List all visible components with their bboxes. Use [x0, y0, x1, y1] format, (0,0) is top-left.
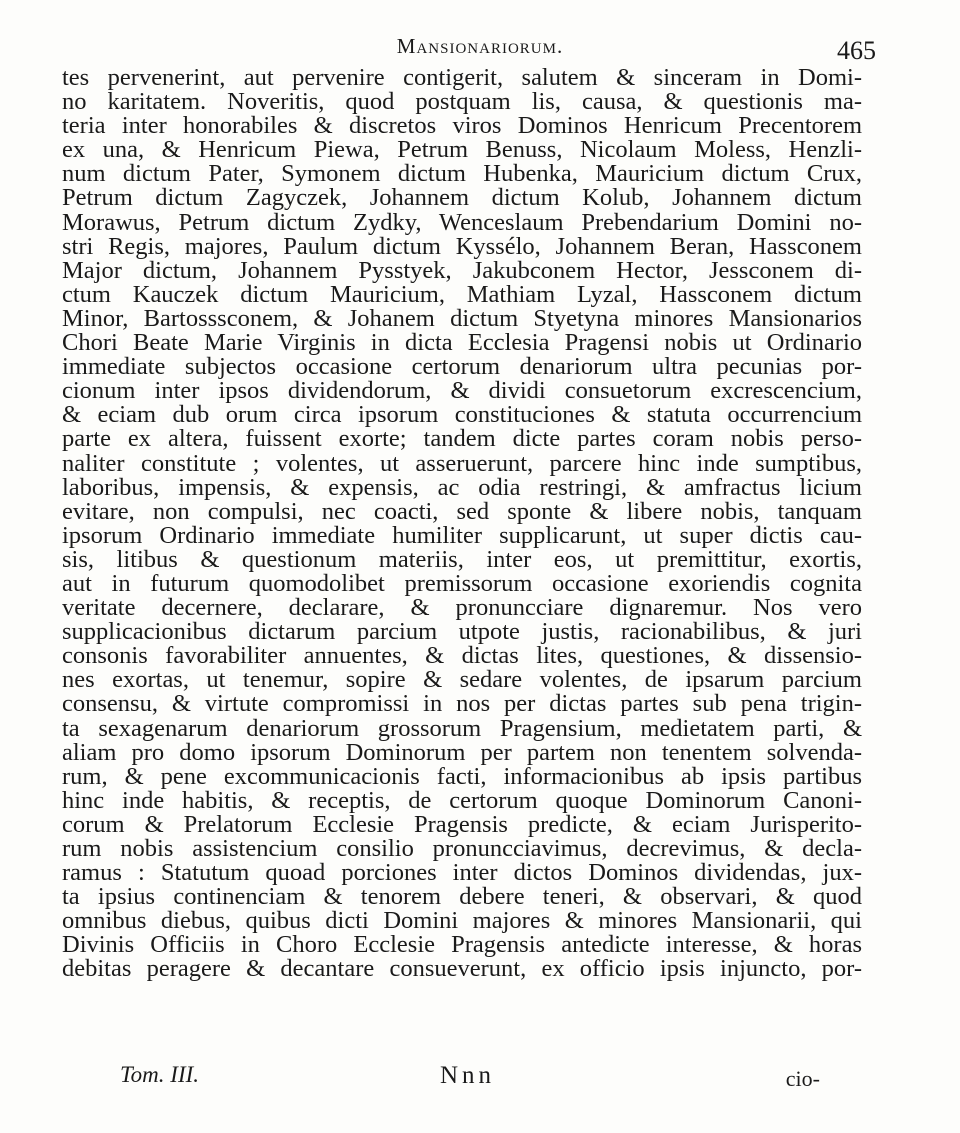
text-line: aliam pro domo ipsorum Dominorum per partem non tenentem solvenda- [62, 738, 862, 766]
text-line: debitas peragere & decantare consueverunt, ex officio ipsis injuncto, por- [62, 955, 862, 983]
text-line: Minor, Bartosssconem, & Johanem dictum Styetyna minores Mansionarios [62, 304, 862, 332]
text-line: no karitatem. Noveritis, quod postquam lis, causa, & questionis ma- [62, 88, 862, 116]
text-line: rum nobis assistencium consilio pronuncciavimus, decrevimus, & decla- [62, 835, 862, 862]
text-line: ta ipsius continenciam & tenorem debere teneri, & observari, & quod [62, 883, 862, 911]
page-footer [120, 1062, 820, 1092]
text-line: ctum Kauczek dictum Mauricium, Mathiam Lyzal, Hassconem dictum [62, 280, 862, 308]
text-line: Petrum dictum Zagyczek, Johannem dictum Kolub, Johannem dictum [62, 184, 862, 212]
running-title: Mansionariorum. [396, 34, 564, 58]
text-line: stri Regis, majores, Paulum dictum Kyssélo, Johannem Beran, Hassconem [62, 232, 862, 260]
text-line: ta sexagenarum denariorum grossorum Pragensium, medietatem parti, & [62, 714, 862, 742]
text-line: hinc inde habitis, & receptis, de certorum quoque Dominorum Canoni- [62, 786, 862, 814]
text-line: evitare, non compulsi, nec coacti, sed sponte & libere nobis, tanquam [62, 497, 862, 525]
running-head [60, 30, 900, 66]
text-line: Divinis Officiis in Choro Ecclesie Pragensis antedicte interesse, & horas [62, 931, 862, 959]
page-number: 465 [837, 36, 876, 65]
volume-label: Tom. III. [120, 1062, 200, 1087]
text-line: Morawus, Petrum dictum Zydky, Wenceslaum Prebendarium Domini no- [62, 208, 862, 236]
text-line: ramus : Statutum quoad porciones inter dictos Dominos dividendas, jux- [62, 859, 862, 887]
text-line: veritate decernere, declarare, & pronuncciare dignaremur. Nos vero [62, 594, 862, 622]
text-line: parte ex altera, fuissent exorte; tandem dicte partes coram nobis perso- [62, 425, 862, 453]
text-line: naliter constitute ; volentes, ut asseruerunt, parcere hinc inde sumptibus, [62, 449, 862, 477]
text-line: ipsorum Ordinario immediate humiliter supplicarunt, ut super dictis cau- [62, 521, 862, 549]
text-line: corum & Prelatorum Ecclesie Pragensis predicte, & eciam Jurisperito- [62, 810, 862, 838]
text-line: immediate subjectos occasione certorum denariorum ultra pecunias por- [62, 353, 862, 381]
text-line: sis, litibus & questionum materiis, inter eos, ut premittitur, exortis, [62, 545, 862, 573]
text-line: consonis favorabiliter annuentes, & dictas lites, questiones, & dissensio- [62, 642, 862, 670]
text-line: ex una, & Henricum Piewa, Petrum Benuss, Nicolaum Moless, Henzli- [62, 136, 862, 164]
text-line: omnibus diebus, quibus dicti Domini majores & minores Mansionarii, qui [62, 907, 862, 935]
text-line: tes pervenerint, aut pervenire contigerit, salutem & sinceram in Domi- [62, 64, 862, 91]
text-line: nes exortas, ut tenemur, sopire & sedare volentes, de ipsarum parcium [62, 666, 862, 694]
signature-mark: Nnn [440, 1062, 496, 1089]
catchword: cio- [785, 1066, 820, 1091]
text-line: aut in futurum quomodolibet premissorum occasione exoriendis cognita [62, 569, 862, 597]
text-line: & eciam dub orum circa ipsorum constituciones & statuta occurrencium [62, 401, 862, 429]
text-line: rum, & pene excommunicacionis facti, informacionibus ab ipsis partibus [62, 762, 862, 790]
text-line: supplicacionibus dictarum parcium utpote justis, racionabilibus, & juri [62, 618, 862, 646]
text-line: laboribus, impensis, & expensis, ac odia restringi, & amfractus licium [62, 473, 862, 501]
text-line: Major dictum, Johannem Pysstyek, Jakubconem Hector, Jessconem di- [62, 256, 862, 284]
text-line: teria inter honorabiles & discretos viros Dominos Henricum Precentorem [62, 112, 862, 140]
body-text [62, 66, 862, 982]
text-line: cionum inter ipsos dividendorum, & dividi consuetorum excrescencium, [62, 377, 862, 405]
text-line: consensu, & virtute compromissi in nos per dictas partes sub pena trigin- [62, 690, 862, 718]
text-line: num dictum Pater, Symonem dictum Hubenka, Mauricium dictum Crux, [62, 160, 862, 188]
text-line: Chori Beate Marie Virginis in dicta Ecclesia Pragensi nobis ut Ordinario [62, 329, 862, 357]
